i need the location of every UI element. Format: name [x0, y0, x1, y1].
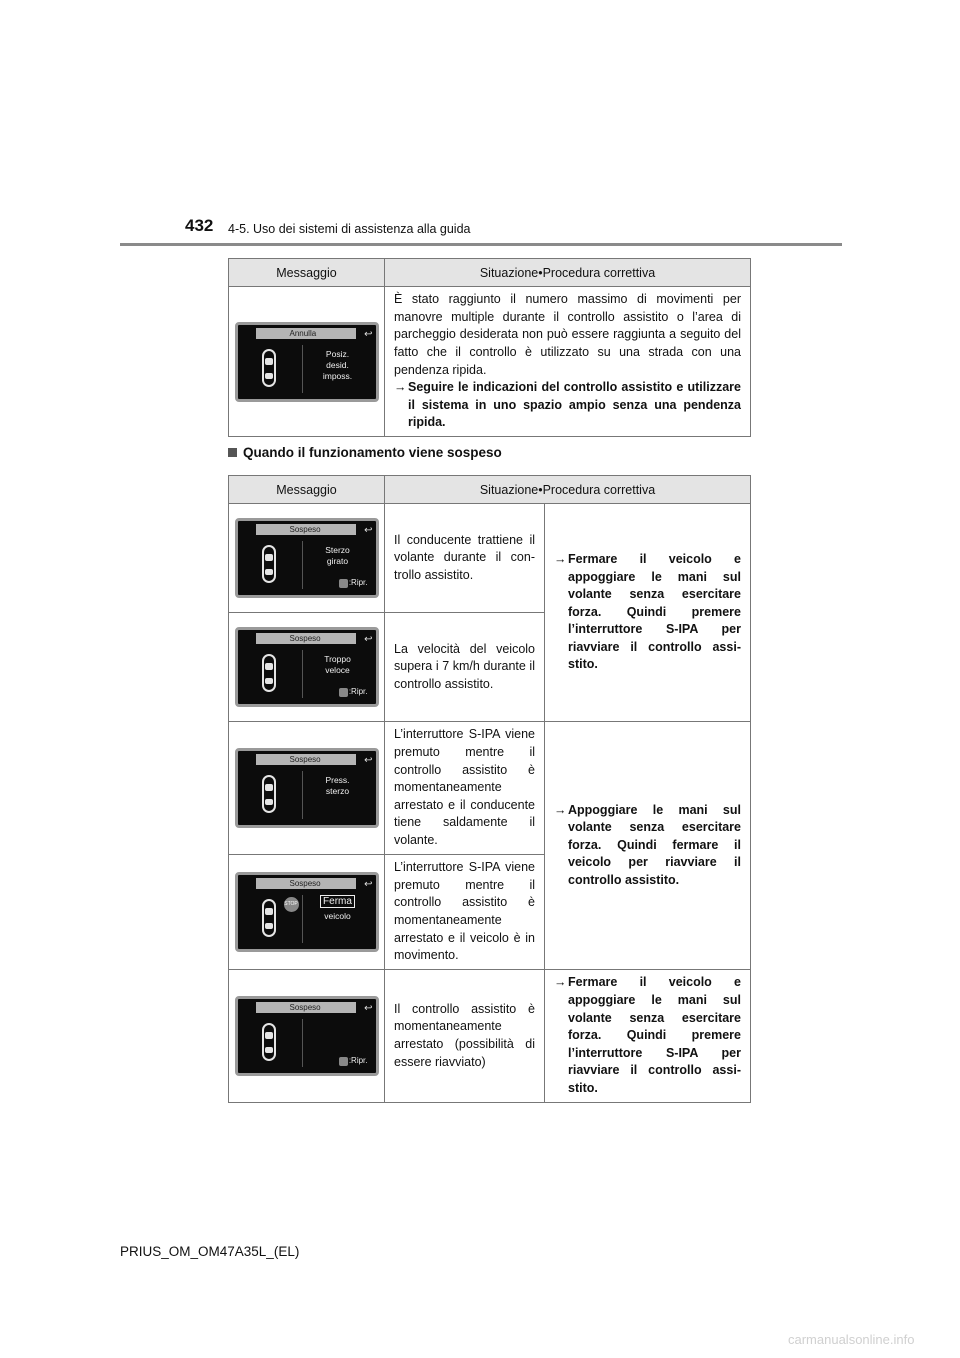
screen-status-bar: Sospeso: [256, 1002, 356, 1013]
message-cell: [229, 287, 385, 437]
screen-status-bar: Annulla: [256, 328, 356, 339]
col-message: Messaggio: [229, 259, 385, 287]
table-top: [228, 258, 751, 437]
back-icon: ↩: [364, 755, 373, 766]
display-screen: [235, 518, 379, 598]
screen-divider: [302, 541, 303, 589]
action-cell: → Fermare il veicolo e appoggiare le mani sul volante senza esercitare forza. Quindi premere l’interruttore S-IPA per riavviare il controllo assistito.: [545, 970, 751, 1103]
resume-label: :Ripr.: [339, 683, 368, 701]
screen-status-bar: Sospeso: [256, 524, 356, 535]
screen-divider: [302, 345, 303, 393]
back-icon: ↩: [364, 1003, 373, 1014]
screen-status-bar: Sospeso: [256, 878, 356, 889]
message-cell: [229, 722, 385, 855]
action-cell: → Appoggiare le mani sul volante senza esercitare forza. Quindi fermare il veicolo per riavviare il controllo assistito.: [545, 722, 751, 970]
car-icon: [262, 775, 276, 813]
display-screen: [235, 748, 379, 828]
back-icon: ↩: [364, 525, 373, 536]
cause-cell: La velocità del veicolo supera i 7 km/h durante il controllo assistito.: [385, 613, 545, 722]
car-icon: [262, 899, 276, 937]
screen-message: Posiz. desid. imposs.: [322, 348, 353, 381]
section-title: 4-5. Uso dei sistemi di assistenza alla guida: [228, 222, 471, 236]
display-screen: [235, 996, 379, 1076]
resume-switch-icon: [339, 579, 348, 588]
message-cell: [229, 504, 385, 613]
screen-divider: [302, 895, 303, 943]
situation-cell: [385, 287, 751, 437]
car-icon: [262, 654, 276, 692]
arrow-icon: →: [554, 975, 567, 990]
table-suspended: [228, 475, 751, 1103]
cause-cell: Il controllo assistito è momentaneamente arrestato (possibilità di essere riavviato): [385, 970, 545, 1103]
arrow-icon: →: [554, 551, 567, 566]
corrective-action: → Seguire le indicazioni del controllo assistito e utilizzare il sistema in uno spazio ampio senza una pendenza ripida.: [394, 379, 741, 432]
back-icon: ↩: [364, 879, 373, 890]
screen-message: Troppo veloce: [324, 654, 351, 675]
car-icon: [262, 545, 276, 583]
col-situation: Situazione•Procedura correttiva: [385, 259, 751, 287]
situation-text: È stato raggiunto il numero massimo di movimenti per manovre multiple durante il controllo assistito o l’area di parcheggio desiderata non può essere raggiunta a seguito del fatto che il controllo è utilizzato su una strada con una pendenza ripida.: [394, 292, 741, 377]
page-number: 432: [185, 216, 214, 235]
screen-divider: [302, 771, 303, 819]
cause-cell: L’interruttore S-IPA viene premuto mentre il controllo assistito è momentaneamente arrestato e il veicolo è in movimento.: [385, 855, 545, 970]
back-icon: ↩: [364, 634, 373, 645]
display-screen: [235, 322, 379, 402]
screen-message: Ferma veicolo: [304, 895, 372, 922]
screen-message: Press. sterzo: [325, 775, 350, 796]
arrow-icon: →: [554, 802, 567, 817]
resume-label: :Ripr.: [339, 1052, 368, 1070]
message-cell: [229, 613, 385, 722]
screen-divider: [302, 1019, 303, 1067]
screen-divider: [302, 650, 303, 698]
screen-status-bar: Sospeso: [256, 754, 356, 765]
screen-message: Sterzo girato: [325, 545, 350, 566]
back-icon: ↩: [364, 328, 373, 340]
arrow-icon: →: [394, 380, 407, 395]
display-screen: [235, 627, 379, 707]
stop-icon: STOP: [284, 897, 299, 912]
car-icon: [262, 349, 276, 387]
resume-switch-icon: [339, 1057, 348, 1066]
message-cell: [229, 970, 385, 1103]
col-situation: Situazione•Procedura correttiva: [385, 476, 751, 504]
header-rule: [120, 243, 842, 246]
screen-status-bar: Sospeso: [256, 633, 356, 644]
cause-cell: L’interruttore S-IPA viene premuto mentre il controllo assistito è momentaneamente arrestato e il conducente tiene saldamente il volante.: [385, 722, 545, 855]
car-icon: [262, 1023, 276, 1061]
message-cell: [229, 855, 385, 970]
col-message: Messaggio: [229, 476, 385, 504]
section-heading: Quando il funzionamento viene sospeso: [228, 445, 502, 460]
footer-doc-code: PRIUS_OM_OM47A35L_(EL): [120, 1244, 300, 1259]
cause-cell: Il conducente trattiene il volante durante il controllo assistito.: [385, 504, 545, 613]
action-cell: → Fermare il veicolo e appoggiare le mani sul volante senza esercitare forza. Quindi premere l’interruttore S-IPA per riavviare il controllo assistito.: [545, 504, 751, 722]
resume-label: :Ripr.: [339, 574, 368, 592]
resume-switch-icon: [339, 688, 348, 697]
square-bullet-icon: [228, 448, 237, 457]
display-screen: [235, 872, 379, 952]
watermark: carmanualsonline.info: [788, 1332, 915, 1347]
